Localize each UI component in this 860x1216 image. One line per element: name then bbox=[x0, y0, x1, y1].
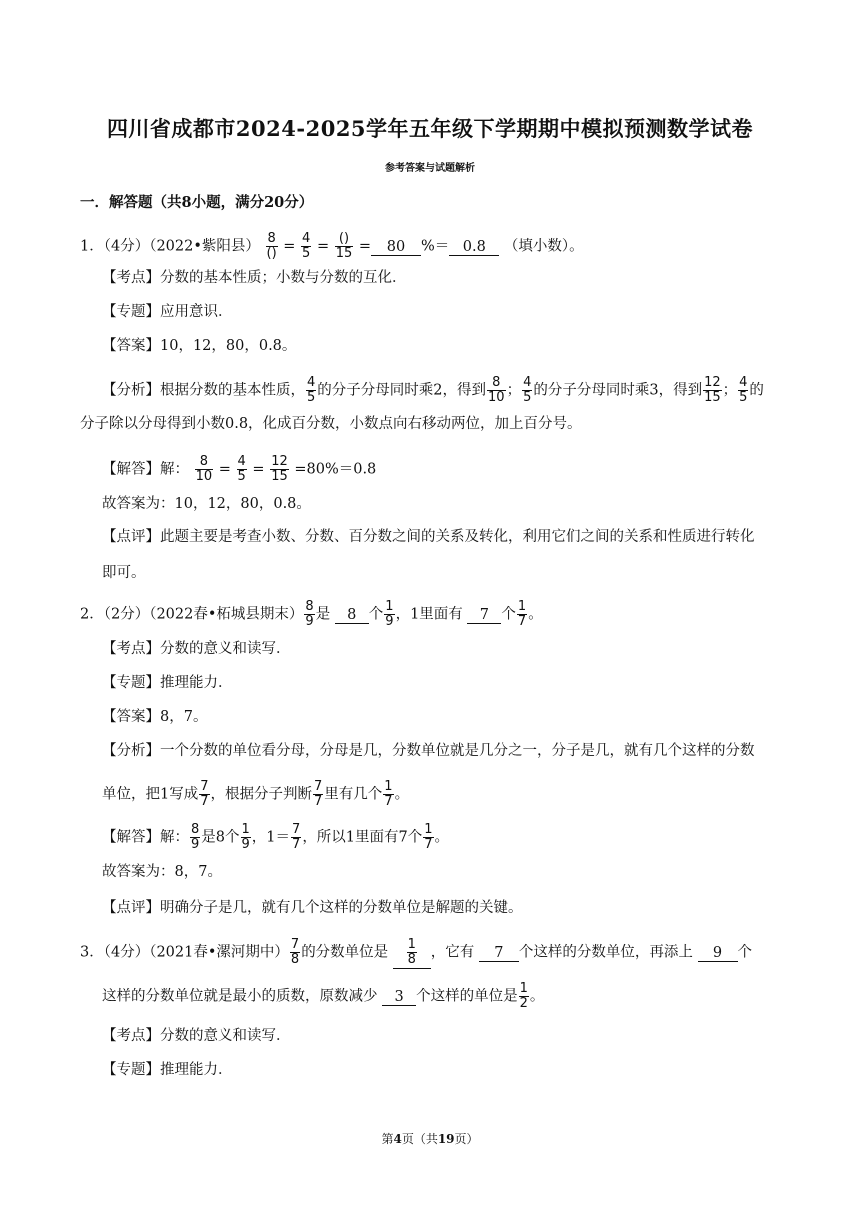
fraction: $\frac{4}{5}$ bbox=[523, 375, 532, 405]
answer-blank: 80 bbox=[371, 239, 421, 256]
section-heading: 一．解答题（共8小题，满分20分） bbox=[80, 194, 314, 211]
q1-comment-line2: 即可。 bbox=[102, 565, 146, 581]
answer-blank bbox=[393, 938, 431, 969]
fraction: $\frac{7}{8}$ bbox=[290, 937, 300, 967]
fraction: $\frac{4}{5}$ bbox=[307, 375, 316, 405]
q2-final-answer: 故答案为：8，7。 bbox=[102, 864, 222, 880]
fraction: $\frac{1}{7}$ bbox=[384, 779, 393, 809]
q2-answer: 【答案】8，7。 bbox=[102, 709, 208, 725]
q1-header: 1．（4分）（2022•紫阳县） bbox=[80, 238, 260, 255]
fraction: $\frac{4}{5}$ bbox=[302, 231, 311, 261]
q3-zhuanti: 【专题】推理能力． bbox=[102, 1062, 233, 1078]
q1-question: 1．（4分）（2022•紫阳县） $\frac{8}{()}$ = $\frac{4}{5}$ = $\frac{()}{15}$ = 80 %＝ 0.8 （填小数）。 bbox=[80, 231, 584, 261]
q2-analysis: 【分析】一个分数的单位看分母，分母是几，分数单位就是几分之一，分子是几，就有几个这样的分数 bbox=[102, 743, 755, 759]
answer-blank: 9 bbox=[698, 945, 738, 962]
fraction: $\frac{12}{15}$ bbox=[271, 454, 288, 484]
page-number: 4 bbox=[393, 1132, 402, 1146]
fraction: $\frac{12}{15}$ bbox=[704, 375, 721, 405]
fraction: $\frac{8}{()}$ bbox=[266, 231, 277, 261]
answer-blank: 3 bbox=[382, 989, 416, 1006]
fraction: $\frac{8}{9}$ bbox=[305, 599, 314, 629]
fraction: $\frac{8}{10}$ bbox=[488, 375, 505, 405]
page-total: 19 bbox=[437, 1132, 455, 1146]
q3-question: 3．（4分）（2021春•漯河期中） $\frac{7}{8}$ 的分数单位是 $\frac{1}{8}$ ，它有 7 个这样的分数单位，再添上 9 个 bbox=[80, 937, 753, 967]
q1-solution: 【解答】解： $\frac{8}{10}$ = $\frac{4}{5}$ = $\frac{12}{15}$ =80%＝0.8 bbox=[102, 454, 377, 484]
answer-blank: 7 bbox=[467, 607, 501, 624]
fraction: $\frac{7}{7}$ bbox=[314, 779, 323, 809]
fraction: $\frac{()}{15}$ bbox=[335, 231, 353, 261]
fraction: $\frac{4}{5}$ bbox=[237, 454, 246, 484]
q2-solution: 【解答】解： $\frac{8}{9}$ 是8个 $\frac{1}{9}$ ，1＝ $\frac{7}{7}$ ，所以1里面有7个 $\frac{1}{7}$ 。 bbox=[102, 822, 450, 852]
fraction: $\frac{1}{9}$ bbox=[241, 822, 250, 852]
page-footer: 第4页（共19页） bbox=[381, 1132, 479, 1146]
answer-blank: 7 bbox=[479, 945, 519, 962]
q2-analysis-line2: 单位，把1写成 $\frac{7}{7}$ ，根据分子判断 $\frac{7}{7}$ 里有几个 $\frac{1}{7}$ 。 bbox=[102, 779, 410, 809]
fraction: $\frac{1}{8}$ bbox=[407, 937, 416, 967]
answer-blank: 8 bbox=[335, 607, 369, 624]
fraction: $\frac{7}{7}$ bbox=[292, 822, 301, 852]
q1-kaodian: 【考点】分数的基本性质；小数与分数的互化． bbox=[102, 270, 407, 286]
q1-answer: 【答案】10，12，80，0.8。 bbox=[102, 338, 297, 354]
fraction: $\frac{1}{7}$ bbox=[424, 822, 433, 852]
q2-question: 2．（2分）（2022春•柘城县期末） $\frac{8}{9}$ 是 8 个 $\frac{1}{9}$ ，1里面有 7 个 $\frac{1}{7}$ 。 bbox=[80, 599, 543, 629]
q2-kaodian: 【考点】分数的意义和读写． bbox=[102, 641, 291, 657]
q2-comment: 【点评】明确分子是几，就有几个这样的分数单位是解题的关键。 bbox=[102, 900, 523, 916]
document-title: 四川省成都市2024-2025学年五年级下学期期中模拟预测数学试卷 bbox=[106, 116, 754, 141]
q2-header: 2．（2分）（2022春•柘城县期末） bbox=[80, 606, 304, 623]
q1-zhuanti: 【专题】应用意识． bbox=[102, 304, 233, 320]
q1-final-answer: 故答案为：10，12，80，0.8。 bbox=[102, 496, 311, 512]
document-subtitle: 参考答案与试题解析 bbox=[385, 163, 475, 174]
fraction: $\frac{7}{7}$ bbox=[200, 779, 209, 809]
fraction: $\frac{1}{2}$ bbox=[519, 981, 528, 1011]
q1-analysis-line2: 分子除以分母得到小数0.8，化成百分数，小数点向右移动两位，加上百分号。 bbox=[80, 416, 582, 432]
fraction: $\frac{8}{10}$ bbox=[195, 454, 213, 484]
fraction: $\frac{1}{9}$ bbox=[385, 599, 394, 629]
fraction: $\frac{4}{5}$ bbox=[739, 375, 748, 405]
q2-zhuanti: 【专题】推理能力． bbox=[102, 675, 233, 691]
fraction: $\frac{8}{9}$ bbox=[191, 822, 200, 852]
answer-blank: 0.8 bbox=[449, 239, 499, 256]
q3-kaodian: 【考点】分数的意义和读写． bbox=[102, 1028, 291, 1044]
q3-header: 3．（4分）（2021春•漯河期中） bbox=[80, 944, 289, 961]
q3-question-line2: 这样的分数单位就是最小的质数，原数减少 3 个这样的单位是 $\frac{1}{2}$ 。 bbox=[102, 981, 545, 1011]
q1-comment: 【点评】此题主要是考查小数、分数、百分数之间的关系及转化，利用它们之间的关系和性质进行转化 bbox=[102, 529, 755, 545]
q1-analysis: 【分析】根据分数的基本性质， $\frac{4}{5}$ 的分子分母同时乘2，得到 $\frac{8}{10}$ ； $\frac{4}{5}$ 的分子分母同时乘3，得到 $\frac{12}{15}$ ； $\frac{4}{5}$ 的 bbox=[102, 375, 764, 405]
fraction: $\frac{1}{7}$ bbox=[517, 599, 527, 629]
